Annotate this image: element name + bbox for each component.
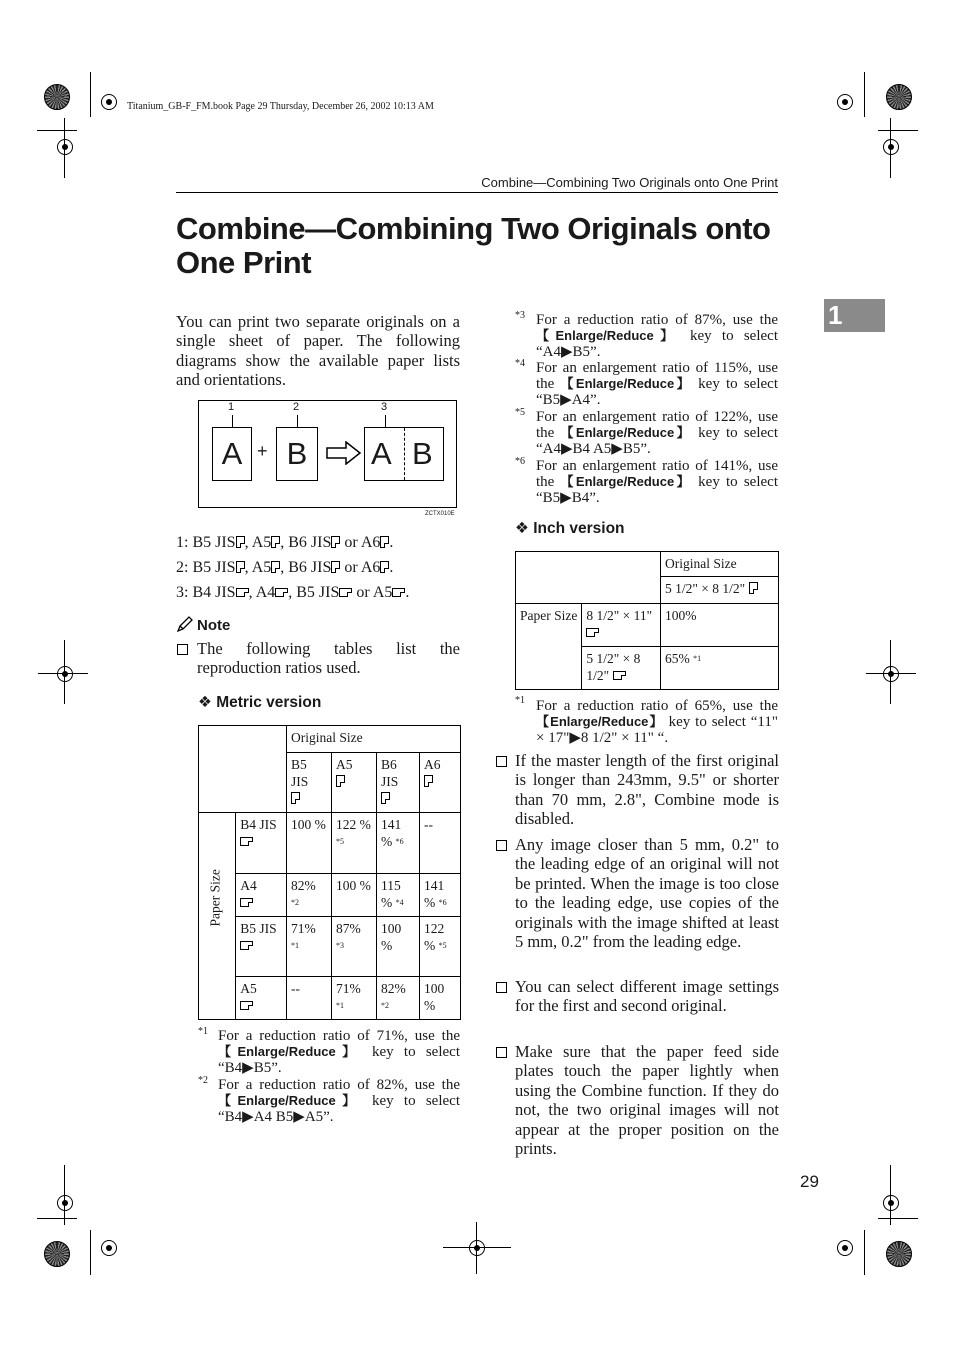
portrait-icon bbox=[380, 561, 389, 573]
portrait-icon bbox=[331, 561, 340, 573]
pencil-icon bbox=[176, 615, 194, 633]
inch-paper-size-label: Paper Size bbox=[516, 604, 582, 690]
portrait-icon bbox=[236, 536, 245, 548]
original-b-box: B bbox=[276, 427, 318, 481]
page-title: Combine—Combining Two Originals onto One Print bbox=[176, 211, 771, 280]
metric-footnote-2: For a reduction ratio of 82%, use the 【Enlarge/Reduce】 key to select “B4▶A4 B5▶A5”. bbox=[218, 1077, 460, 1125]
bullet-item-3: You can select different image settings for the first and second original. bbox=[515, 977, 779, 1016]
inch-footnote: For a reduction ratio of 65%, use the 【Enlarge/Reduce】 key to select “11" × 17"▶8 1/2" × 11" “. bbox=[536, 698, 778, 746]
checkbox-bullet-icon bbox=[496, 756, 507, 767]
arrow-right-icon bbox=[326, 441, 362, 465]
bullet-item-4: Make sure that the paper feed side plates touch the paper lightly when using the Combine function. If they do not, the two original images will not appear at the proper position on the prints. bbox=[515, 1042, 779, 1159]
bullet-item-2: Any image closer than 5 mm, 0.2" to the leading edge of an original will not be printed. When the image is too close to the leading edge, use copies of the originals with the image shifted at least 5 mm, 0.2" from the leading edge. bbox=[515, 835, 779, 952]
portrait-icon bbox=[380, 536, 389, 548]
page-number: 29 bbox=[800, 1172, 819, 1191]
paper-line-1: 1: B5 JIS , A5 , B6 JIS or A6 . bbox=[176, 534, 394, 551]
metric-original-size: Original Size bbox=[287, 726, 461, 753]
diagram-label-3: 3 bbox=[381, 401, 388, 413]
metric-paper-size-label: Paper Size bbox=[199, 813, 236, 1020]
landscape-icon bbox=[339, 588, 352, 597]
chapter-tab: 1 bbox=[824, 299, 885, 332]
inch-table: Original Size 5 1/2" × 8 1/2" Paper Size 8 1/2" × 11" 100% 5 1/2" × 8 1/2" 65% $^{*1}$ bbox=[515, 551, 779, 690]
note-text: The following tables list the reproduction ratios used. bbox=[197, 639, 460, 678]
checkbox-bullet-icon bbox=[496, 840, 507, 851]
paper-list bbox=[176, 530, 409, 605]
book-file-line: Titanium_GB-F_FM.book Page 29 Thursday, December 26, 2002 10:13 AM bbox=[127, 101, 434, 112]
header-rule bbox=[176, 192, 778, 193]
bullet-item-1: If the master length of the first original is longer than 243mm, 9.5" or shorter than 70 mm, 2.8", Combine mode is disabled. bbox=[515, 751, 779, 829]
inch-heading: ❖ Inch version bbox=[515, 520, 625, 537]
paper-line-2: 2: B5 JIS , A5 , B6 JIS or A6 . bbox=[176, 559, 394, 576]
checkbox-bullet-icon bbox=[496, 982, 507, 993]
metric-table: Original Size B5 JIS A5 B6 JIS A6 Paper Size B4 JIS 100 % 122 % $^{*5}$ 141 % $^{*6}$ -- A4 82% $^{*2}$ 100 % 115 % $^{*4}$ 141 % $^{*6}$ B5 JIS 71% $^{*1}$ 87% $^{*3}$ 100 % 122 % $^{*5}$ A5 -- 71% $^{*1}$ 82% $^{*2}$ 100 % bbox=[198, 725, 461, 1020]
checkbox-bullet-icon bbox=[177, 644, 188, 655]
paper-line-3: 3: B4 JIS , A4 , B5 JIS or A5 . bbox=[176, 584, 410, 601]
combined-print-box bbox=[364, 427, 444, 481]
portrait-icon bbox=[271, 536, 280, 548]
combined-a: A bbox=[371, 436, 392, 471]
diagram-label-2: 2 bbox=[293, 401, 300, 413]
portrait-icon bbox=[331, 536, 340, 548]
footnote-6: For an enlargement ratio of 141%, use the 【Enlarge/Reduce】 key to select “B5▶B4”. bbox=[536, 458, 778, 506]
diagram-code: ZCTX010E bbox=[425, 511, 455, 517]
metric-heading: ❖ Metric version bbox=[198, 694, 322, 711]
footnote-3: For a reduction ratio of 87%, use the 【Enlarge/Reduce】 key to select “A4▶B5”. bbox=[536, 312, 778, 360]
note-label: Note bbox=[197, 617, 231, 634]
portrait-icon bbox=[271, 561, 280, 573]
checkbox-bullet-icon bbox=[496, 1047, 507, 1058]
plus-sign: + bbox=[257, 441, 268, 461]
combined-b: B bbox=[412, 436, 433, 471]
running-head: Combine—Combining Two Originals onto One Print bbox=[481, 175, 778, 190]
footnote-4: For an enlargement ratio of 115%, use the 【Enlarge/Reduce】 key to select “B5▶A4”. bbox=[536, 360, 778, 408]
original-a-box: A bbox=[212, 427, 252, 481]
intro-paragraph: You can print two separate originals on a single sheet of paper. The following diagrams show the available paper lists and orientations. bbox=[176, 312, 460, 390]
metric-footnote-1: For a reduction ratio of 71%, use the 【Enlarge/Reduce】 key to select “B4▶B5”. bbox=[218, 1028, 460, 1076]
landscape-icon bbox=[236, 588, 249, 597]
landscape-icon bbox=[275, 588, 288, 597]
portrait-icon bbox=[236, 561, 245, 573]
inch-original-size: Original Size bbox=[661, 552, 779, 577]
combine-diagram bbox=[198, 400, 457, 517]
diagram-label-1: 1 bbox=[228, 401, 235, 413]
footnote-5: For an enlargement ratio of 122%, use the 【Enlarge/Reduce】 key to select “A4▶B4 A5▶B5”. bbox=[536, 409, 778, 457]
landscape-icon bbox=[392, 588, 405, 597]
